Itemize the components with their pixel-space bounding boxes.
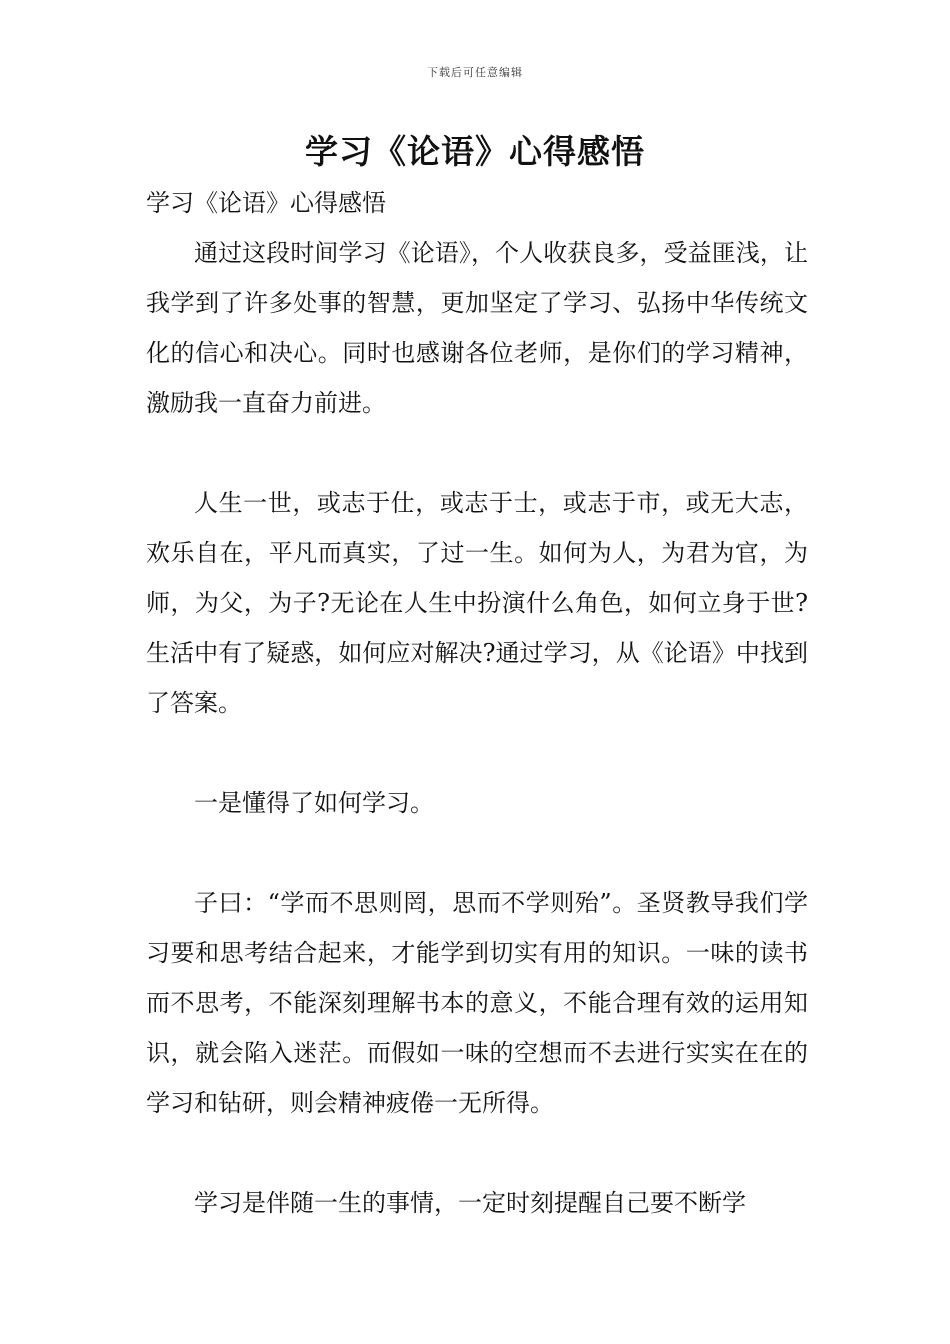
paragraph: 人生一世，或志于仕，或志于士，或志于市，或无大志，欢乐自在，平凡而真实，了过一生。如何为人，为君为官，为师，为父，为子?无论在人生中扮演什么角色，如何立身于世?生活中有了疑惑，如何应对解决?通过学习，从《论语》中找到了答案。 [146,489,808,717]
paragraph-spacer [146,728,808,778]
document-title: 学习《论语》心得感悟 [305,132,645,171]
paragraph: 学习是伴随一生的事情，一定时刻提醒自己要不断学 [194,1189,746,1217]
paragraph-spacer [146,428,808,478]
paragraph-spacer [146,1128,808,1178]
paragraph: 通过这段时间学习《论语》，个人收获良多，受益匪浅，让我学到了许多处事的智慧，更加坚定了学习、弘扬中华传统文化的信心和决心。同时也感谢各位老师，是你们的学习精神，激励我一直奋力前进。 [146,239,808,417]
document-subtitle: 学习《论语》心得感悟 [146,189,386,217]
paragraph: 子曰：“学而不思则罔，思而不学则殆”。圣贤教导我们学习要和思考结合起来，才能学到切实有用的知识。一味的读书而不思考，不能深刻理解书本的意义，不能合理有效的运用知识，就会陷入迷茫。而假如一味的空想而不去进行实实在在的学习和钻研，则会精神疲倦一无所得。 [146,889,808,1117]
header-note: 下载后可任意编辑 [427,66,523,79]
paragraph: 一是懂得了如何学习。 [194,789,434,817]
document-body [146,178,808,1228]
paragraph-spacer [146,828,808,878]
